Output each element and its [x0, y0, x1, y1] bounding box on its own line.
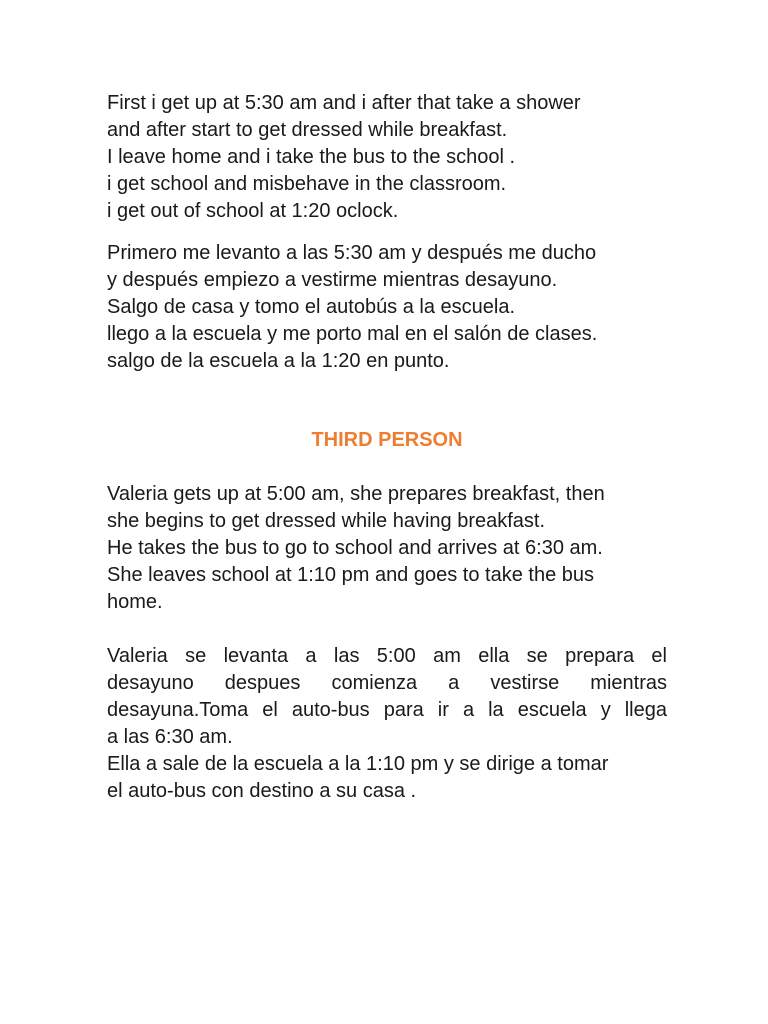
paragraph-third-person-spanish	[107, 643, 667, 805]
text-line: Valeria se levanta a las 5:00 am ella se prepara el	[107, 645, 667, 667]
text-line: she begins to get dressed while having breakfast.	[107, 510, 546, 532]
section-heading: THIRD PERSON	[311, 429, 463, 451]
text-line: desayuna.Toma el auto-bus para ir a la escuela y llega	[107, 699, 667, 721]
text-line: Salgo de casa y tomo el autobús a la escuela.	[107, 296, 516, 318]
text-line: Primero me levanto a las 5:30 am y después me ducho	[107, 242, 597, 264]
text-line: y después empiezo a vestirme mientras desayuno.	[107, 269, 558, 291]
text-line: and after start to get dressed while breakfast.	[107, 119, 508, 141]
paragraph-third-person-english	[107, 481, 667, 616]
text-line: el auto-bus con destino a su casa .	[107, 780, 417, 802]
text-line: salgo de la escuela a la 1:20 en punto.	[107, 350, 450, 372]
paragraph-first-person-english	[107, 90, 667, 225]
text-line: She leaves school at 1:10 pm and goes to take the bus	[107, 564, 594, 586]
text-line: He takes the bus to go to school and arrives at 6:30 am.	[107, 537, 603, 559]
paragraph-first-person-spanish	[107, 240, 667, 375]
text-line: home.	[107, 591, 163, 613]
text-line: I leave home and i take the bus to the school .	[107, 146, 516, 168]
text-line: i get out of school at 1:20 oclock.	[107, 200, 399, 222]
text-line: llego a la escuela y me porto mal en el salón de clases.	[107, 323, 598, 345]
text-line: First i get up at 5:30 am and i after that take a shower	[107, 92, 581, 114]
text-line: Ella a sale de la escuela a la 1:10 pm y se dirige a tomar	[107, 753, 609, 775]
text-line: desayuno despues comienza a vestirse mientras	[107, 672, 667, 694]
text-line: i get school and misbehave in the classroom.	[107, 173, 507, 195]
text-line: Valeria gets up at 5:00 am, she prepares breakfast, then	[107, 483, 605, 505]
document-page	[107, 90, 667, 805]
text-line: a las 6:30 am.	[107, 726, 233, 748]
